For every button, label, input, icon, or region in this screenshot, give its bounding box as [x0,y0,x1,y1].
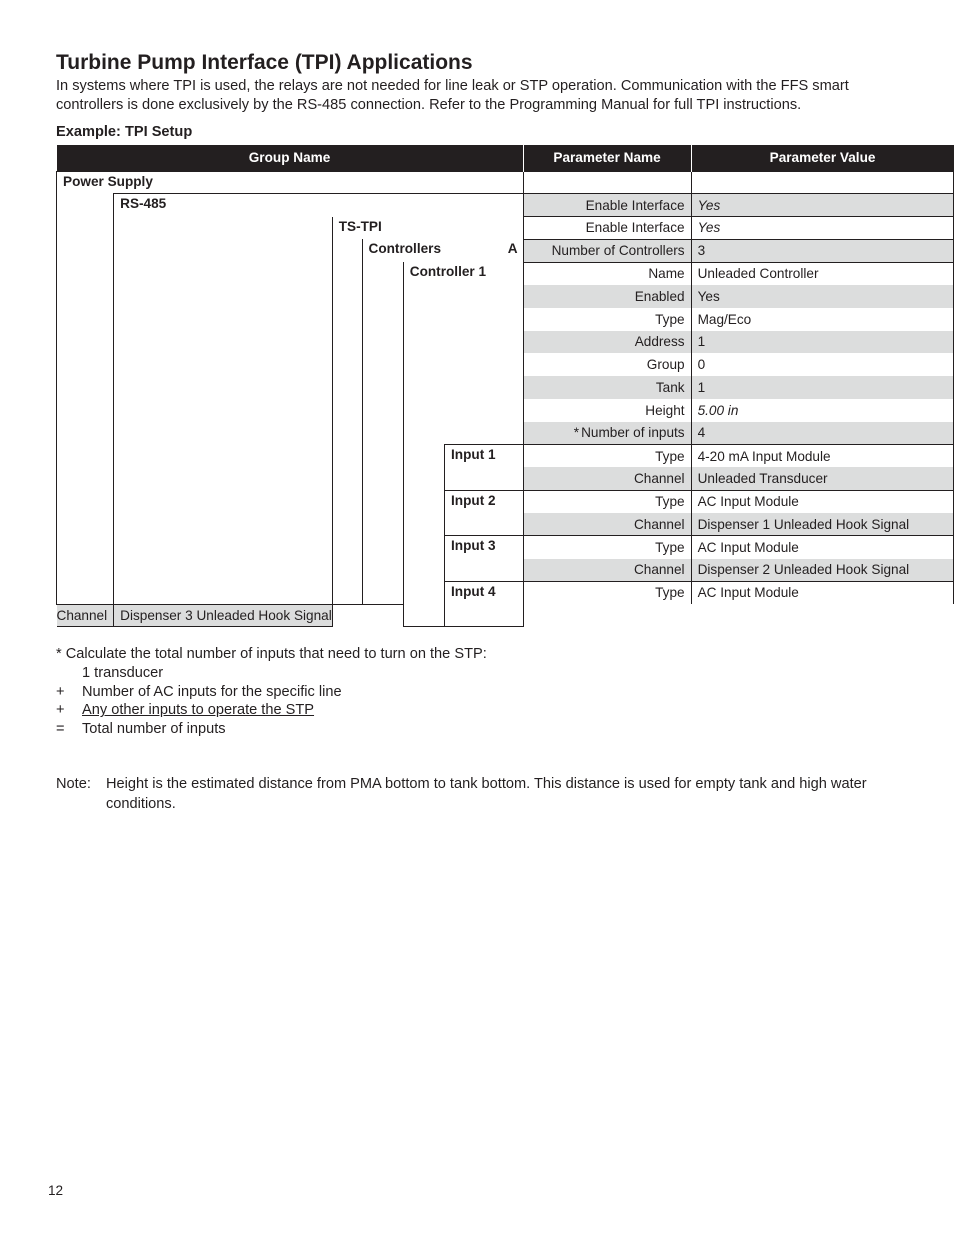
calc-line [56,683,916,702]
tpi-setup-table [56,145,954,627]
param-name-cell: Type [523,308,691,331]
param-name-cell: Address [523,331,691,354]
param-name-cell: Type [523,581,691,604]
param-name-cell: Name [523,262,691,285]
calc-symbol: + [56,683,65,700]
group-controller-1: Controller 1 [403,262,523,444]
group-controllers: Controllers [362,239,445,262]
param-name-text: Number of inputs [581,425,685,441]
param-name-cell: Number of Controllers [523,239,691,262]
param-name-cell: Tank [523,376,691,399]
calc-line [56,664,916,683]
param-value-cell: 1 [691,331,953,354]
param-value-cell: 3 [691,239,953,262]
intro-paragraph: In systems where TPI is used, the relays are not needed for line leak or STP operation. Communication with the FFS smart controllers is done exclusively by the RS-485 connection. Refer to the Programming Manual for full TPI instructions. [56,78,849,113]
example-heading: Example: TPI Setup [56,124,193,140]
param-name-cell [523,422,691,445]
calc-intro: * Calculate the total number of inputs that need to turn on the STP: [56,646,487,662]
param-value-cell: Dispenser 1 Unleaded Hook Signal [691,513,953,536]
param-name-cell: Enabled [523,285,691,308]
group-indent [57,194,114,604]
note-text: Height is the estimated distance from PMA bottom to tank bottom. This distance is used for empty tank and high water conditions. [106,776,867,812]
group-tstpi: TS-TPI [332,217,523,240]
note-label: Note: [56,776,91,792]
calculation-notes [56,645,916,739]
group-rs485: RS-485 [114,194,523,217]
group-indent [332,239,362,604]
param-value-cell: Dispenser 3 Unleaded Hook Signal [114,604,333,627]
param-value-cell: 4-20 mA Input Module [691,445,953,468]
param-name-cell: Enable Interface [523,217,691,240]
param-name-cell: Channel [523,467,691,490]
param-value-cell: Yes [691,217,953,240]
param-value-cell: Unleaded Controller [691,262,953,285]
group-input-1: Input 1 [445,445,524,491]
header-parameter-name: Parameter Name [523,145,691,171]
param-name-cell: Channel [57,604,114,627]
param-value-cell: Yes [691,194,953,217]
param-value-cell: AC Input Module [691,581,953,604]
group-input-4: Input 4 [445,581,524,627]
calc-line [56,720,916,739]
calc-line-text: Number of AC inputs for the specific line [82,683,342,700]
table-row [57,194,954,217]
table-row [57,217,954,240]
footnote-marker: * [573,425,580,441]
page-title: Turbine Pump Interface (TPI) Applications [56,51,473,74]
param-value-cell: Dispenser 2 Unleaded Hook Signal [691,559,953,582]
param-name-cell [523,171,691,194]
param-value-cell: AC Input Module [691,490,953,513]
calc-line-text: 1 transducer [82,664,164,681]
param-value-cell: 0 [691,353,953,376]
group-power-supply: Power Supply [57,171,524,194]
calc-symbol: = [56,721,65,738]
param-name-cell: Enable Interface [523,194,691,217]
param-name-cell: Channel [523,559,691,582]
param-value-cell: AC Input Module [691,536,953,559]
group-indent [403,445,444,627]
param-name-cell: Type [523,536,691,559]
calc-line-text: Any other inputs to operate the STP [82,702,315,719]
calc-line-text: Total number of inputs [82,721,226,738]
param-name-cell: Height [523,399,691,422]
param-name-cell: Type [523,490,691,513]
calc-line [56,701,916,720]
group-input-2: Input 2 [445,490,524,536]
group-indent [114,217,333,605]
param-value-cell: Unleaded Transducer [691,467,953,490]
header-parameter-value: Parameter Value [691,145,953,171]
param-value-cell: 4 [691,422,953,445]
group-indent [362,262,403,604]
header-group-name: Group Name [57,145,524,171]
page-number: 12 [48,1183,64,1198]
param-value-cell: Yes [691,285,953,308]
param-name-cell: Group [523,353,691,376]
param-value-cell: 5.00 in [691,399,953,422]
calc-symbol: + [56,702,65,719]
param-value-cell: Mag/Eco [691,308,953,331]
table-row [57,171,954,194]
param-name-cell: Channel [523,513,691,536]
param-name-cell: Type [523,445,691,468]
param-value-cell: 1 [691,376,953,399]
param-value-cell [691,171,953,194]
controllers-flag: A [445,239,524,262]
table-header-row [57,145,954,171]
group-input-3: Input 3 [445,536,524,582]
